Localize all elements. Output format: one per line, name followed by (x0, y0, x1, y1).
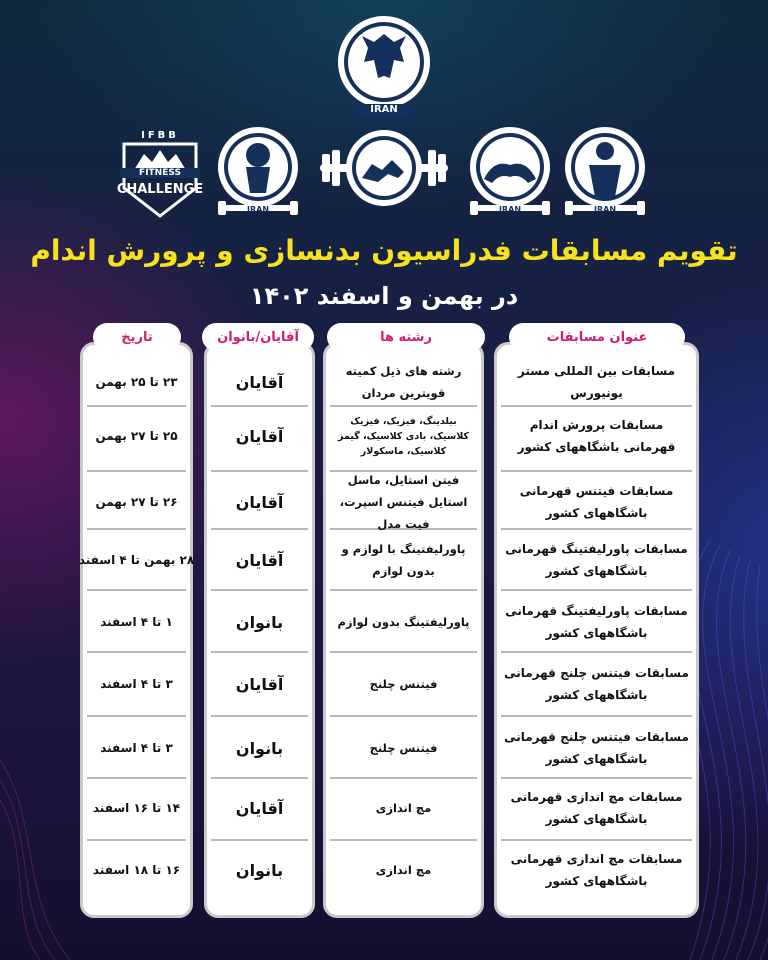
cell-field: رشته های ذیل کمیته قویترین مردان (345, 364, 462, 400)
cell-gender: بانوان (235, 612, 284, 632)
cell-gender: آقایان (235, 372, 284, 392)
cell-title: مسابقات مچ اندازی قهرمانی باشگاههای کشور (510, 852, 683, 888)
row-divider (211, 651, 308, 653)
cell-field: فیتنس چلنج (369, 677, 438, 691)
cell-date: ۱۴ تا ۱۶ اسفند (92, 801, 181, 815)
cell-title: مسابقات بین المللی مستر یونیورس (517, 364, 676, 400)
cell-field: مچ اندازی (375, 801, 432, 815)
cell-date: ۲۳ تا ۲۵ بهمن (95, 375, 178, 389)
cell-title: مسابقات فیتنس چلنج قهرمانی باشگاههای کشور (504, 666, 689, 702)
cell-title: مسابقات پاورلیفتینگ قهرمانی باشگاههای کشور (505, 542, 688, 578)
row-divider (501, 589, 692, 591)
row-divider (211, 715, 308, 717)
challenge-label: CHALLENGE (116, 182, 204, 197)
armwrestling-emblem-logo (468, 125, 552, 225)
fitness-challenge-logo (110, 130, 210, 220)
cell-gender: آقایان (235, 550, 284, 570)
cell-title: مسابقات مچ اندازی قهرمانی باشگاههای کشور (510, 790, 683, 826)
cell-field: بیلدینگ، فیزیک، فیزیک کلاسیک، بادی کلاسیک، گیمز کلاسیک، ماسکولار (338, 415, 469, 457)
fitness-emblem-logo (563, 125, 647, 225)
row-divider (330, 651, 477, 653)
cell-field: فیتنس چلنج (369, 741, 438, 755)
cell-gender: بانوان (235, 738, 284, 758)
row-divider (87, 589, 186, 591)
iran-label: IRAN (498, 205, 522, 214)
cell-title: مسابقات فیتنس چلنج قهرمانی باشگاههای کشور (504, 730, 689, 766)
cell-field: مچ اندازی (375, 863, 432, 877)
row-divider (501, 651, 692, 653)
column-competition-title (494, 342, 699, 918)
fitness-label: FITNESS (120, 168, 200, 178)
cell-field: فیتن استایل، ماسل استایل فیتنس اسپرت، فیت مدل (339, 473, 468, 531)
page-subtitle: در بهمن و اسفند ۱۴۰۲ (249, 282, 519, 310)
row-divider (211, 470, 308, 472)
cell-field: پاورلیفتینگ با لوازم و بدون لوازم (341, 542, 466, 578)
cell-date: ۳ تا ۴ اسفند (100, 741, 173, 755)
cell-gender: آقایان (235, 492, 284, 512)
powerlifting-emblem-logo (320, 130, 448, 210)
row-divider (501, 470, 692, 472)
row-divider (87, 651, 186, 653)
cell-title: مسابقات فیتنس قهرمانی باشگاههای کشور (519, 484, 674, 520)
header-date: تاریخ (93, 323, 181, 351)
cell-date: ۲۵ تا ۲۷ بهمن (95, 429, 178, 443)
cell-gender: بانوان (235, 860, 284, 880)
row-divider (87, 470, 186, 472)
cell-date: ۱ تا ۴ اسفند (100, 615, 173, 629)
cell-title: مسابقات پاورلیفتینگ قهرمانی باشگاههای کشور (505, 604, 688, 640)
header-fields: رشته ها (327, 323, 485, 351)
column-gender (204, 342, 315, 918)
cell-date: ۲۸ بهمن تا ۴ اسفند (78, 553, 195, 567)
header-competition-title: عنوان مسابقات (509, 323, 685, 351)
row-divider (330, 715, 477, 717)
cell-gender: آقایان (235, 674, 284, 694)
cell-gender: آقایان (235, 426, 284, 446)
column-fields (323, 342, 484, 918)
federation-emblem-logo (334, 12, 434, 122)
row-divider (211, 589, 308, 591)
cell-field: پاورلیفتینگ بدون لوازم (337, 615, 470, 629)
page-title: تقویم مسابقات فدراسیون بدنسازی و پرورش اندام (30, 234, 738, 267)
cell-date: ۱۶ تا ۱۸ اسفند (92, 863, 181, 877)
header-gender: آقایان/بانوان (202, 323, 314, 351)
row-divider (501, 715, 692, 717)
cell-date: ۳ تا ۴ اسفند (100, 677, 173, 691)
column-date (80, 342, 193, 918)
ifbb-label: IFBB (141, 130, 179, 141)
iran-label: IRAN (593, 205, 617, 214)
iran-label: IRAN (370, 104, 398, 115)
row-divider (87, 715, 186, 717)
cell-date: ۲۶ تا ۲۷ بهمن (95, 495, 178, 509)
cell-gender: آقایان (235, 798, 284, 818)
row-divider (330, 589, 477, 591)
bodybuilding-emblem-logo (216, 125, 300, 225)
cell-title: مسابقات پرورش اندام قهرمانی باشگاههای کشور (517, 418, 676, 454)
iran-label: IRAN (246, 205, 270, 214)
